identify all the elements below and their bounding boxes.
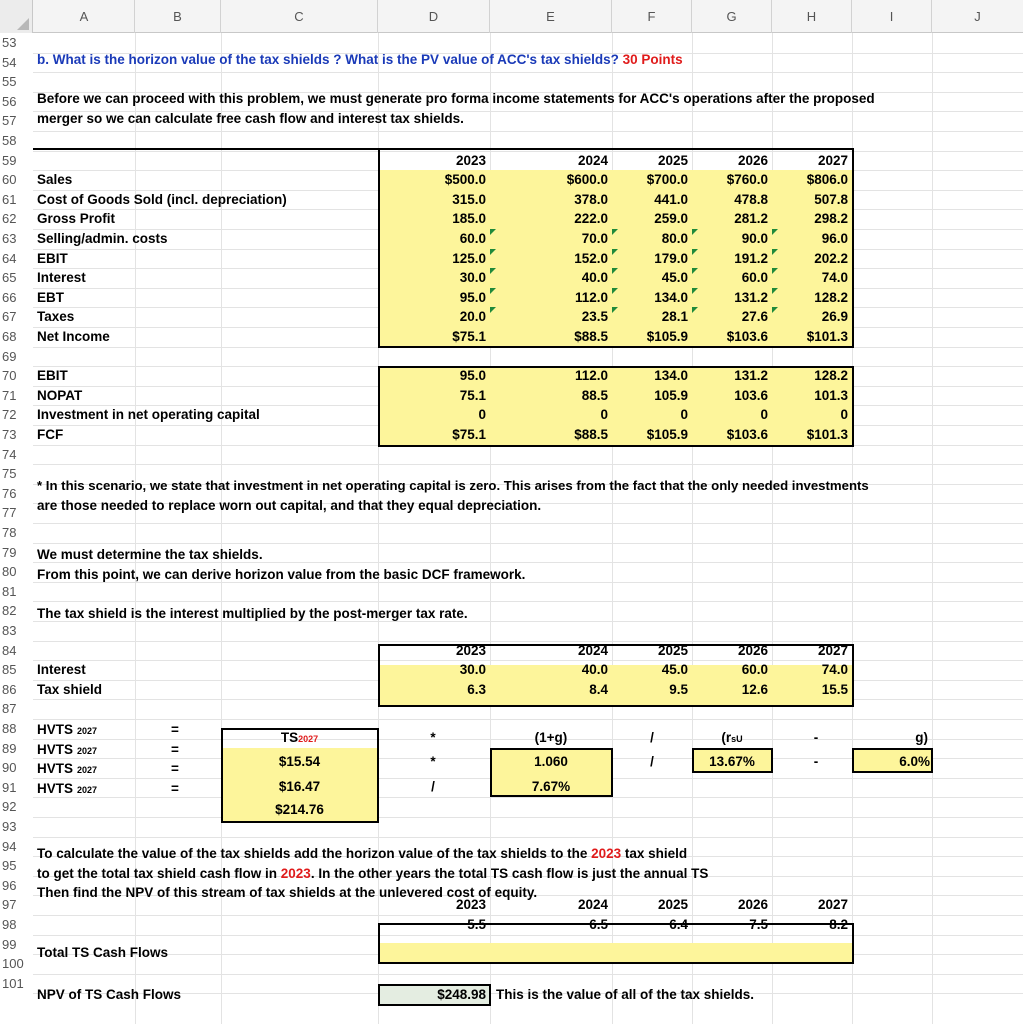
income-cell[interactable]: 128.2 xyxy=(772,288,852,308)
row-header[interactable]: 64 xyxy=(2,250,17,266)
income-cell[interactable]: 298.2 xyxy=(814,211,848,227)
question-text xyxy=(37,50,683,69)
income-cell[interactable]: 20.0 xyxy=(459,309,486,325)
op-r1-c: - xyxy=(813,730,819,745)
npv-label: NPV of TS Cash Flows xyxy=(37,987,182,1002)
row-header[interactable]: 79 xyxy=(2,544,17,560)
ts-cell[interactable]: 6.3 xyxy=(467,681,486,697)
hvts-label xyxy=(37,740,97,761)
note-line-1: * In this scenario, we state that investment in net operating capital is zero. This arises from the fact that the only needed investments xyxy=(37,478,869,493)
income-cell[interactable]: 152.0 xyxy=(490,249,612,269)
op-r1-b: / xyxy=(650,730,654,745)
income-cell[interactable]: 191.2 xyxy=(692,249,772,269)
ts-cell[interactable]: 60.0 xyxy=(741,662,768,678)
ts-year-2026: 2026 xyxy=(737,642,768,658)
grid-hline xyxy=(33,523,1023,524)
income-cell[interactable]: $500.0 xyxy=(444,172,486,188)
income-label-row: Interest xyxy=(37,270,86,286)
total-intro-1a: To calculate the value of the tax shields add the horizon value of the tax shields to the xyxy=(37,846,592,861)
rsu-label: (r xyxy=(721,730,732,745)
row-header[interactable]: 72 xyxy=(2,407,17,423)
income-cell[interactable]: 134.0 xyxy=(612,288,692,308)
hvts-label-text: HVTS xyxy=(37,761,74,777)
growth-value[interactable]: 1.060 xyxy=(534,754,568,769)
ts-cell[interactable]: 45.0 xyxy=(661,662,688,678)
row-header[interactable]: 85 xyxy=(2,662,17,678)
hvts-row3-right[interactable]: 7.67% xyxy=(531,779,571,794)
column-header-h[interactable]: H xyxy=(772,0,852,33)
income-cell[interactable]: 95.0 xyxy=(459,289,486,305)
income-cell[interactable]: 259.0 xyxy=(654,211,688,227)
ts-cell[interactable]: 9.5 xyxy=(669,681,688,697)
income-cell[interactable]: 179.0 xyxy=(612,249,692,269)
row-header[interactable]: 90 xyxy=(2,760,17,776)
income-cell[interactable]: $760.0 xyxy=(726,172,768,188)
row-header[interactable]: 69 xyxy=(2,348,17,364)
column-header-g[interactable]: G xyxy=(692,0,772,33)
income-year-2026: 2026 xyxy=(737,152,768,168)
npv-value[interactable]: $248.98 xyxy=(437,987,486,1002)
income-label-row: Taxes xyxy=(37,309,75,325)
ts-year-2025: 2025 xyxy=(657,642,688,658)
op-r2-c: - xyxy=(813,754,819,769)
ts-intro-1: We must determine the tax shields. xyxy=(37,547,263,562)
g-header: g) xyxy=(915,730,928,745)
op-r3: / xyxy=(431,779,435,794)
income-cell[interactable]: 60.0 xyxy=(459,231,486,246)
hvts-label xyxy=(37,720,97,741)
column-header-d[interactable]: D xyxy=(378,0,490,33)
fcf-label-row: NOPAT xyxy=(37,387,83,403)
row-header[interactable]: 65 xyxy=(2,270,17,286)
fcf-cell[interactable]: $105.9 xyxy=(646,427,688,442)
total-ts-cell[interactable]: 6.4 xyxy=(669,917,688,932)
income-cell[interactable]: 131.2 xyxy=(692,288,772,308)
row-header[interactable]: 82 xyxy=(2,603,17,619)
income-cell[interactable]: $101.3 xyxy=(806,329,848,344)
total-intro-1 xyxy=(37,844,687,863)
column-header-b[interactable]: B xyxy=(135,0,221,33)
row-header[interactable]: 100 xyxy=(2,956,24,972)
ts-year-2023: 2023 xyxy=(455,642,486,658)
fcf-label-row: EBIT xyxy=(37,368,68,384)
select-all-corner[interactable] xyxy=(0,0,33,33)
intro-line-2: merger so we can calculate free cash flow and interest tax shields. xyxy=(37,111,464,126)
income-cell[interactable]: 74.0 xyxy=(772,268,852,288)
ts-label-row: Interest xyxy=(37,662,86,678)
ts-cell[interactable]: 8.4 xyxy=(589,681,608,697)
fcf-label-row: Investment in net operating capital xyxy=(37,407,260,423)
row-header[interactable]: 101 xyxy=(2,975,24,991)
fcf-cell[interactable]: 0 xyxy=(760,407,768,423)
income-label-row: Sales xyxy=(37,172,73,188)
row-header[interactable]: 89 xyxy=(2,740,17,756)
income-cell[interactable]: 27.6 xyxy=(692,307,772,327)
row-header[interactable]: 86 xyxy=(2,681,17,697)
row-header[interactable]: 78 xyxy=(2,525,17,540)
equals-sign: = xyxy=(171,741,179,757)
income-label-row: Selling/admin. costs xyxy=(37,231,168,246)
equals-sign: = xyxy=(171,722,179,737)
row-header[interactable]: 96 xyxy=(2,877,17,893)
total-intro-3: Then find the NPV of this stream of tax shields at the unlevered cost of equity. xyxy=(37,885,538,900)
row-header[interactable]: 80 xyxy=(2,564,17,580)
income-label-row: Gross Profit xyxy=(37,211,116,227)
fcf-cell[interactable]: 128.2 xyxy=(814,368,848,384)
question-prefix: b. xyxy=(37,52,49,67)
row-header[interactable]: 81 xyxy=(2,583,17,599)
ts-intro-2: From this point, we can derive horizon value from the basic DCF framework. xyxy=(37,567,526,582)
income-cell[interactable]: $806.0 xyxy=(806,172,848,188)
income-cell[interactable]: $700.0 xyxy=(646,172,688,188)
fcf-label-row: FCF xyxy=(37,427,64,442)
row-header[interactable]: 75 xyxy=(2,466,17,482)
total-intro-2 xyxy=(37,864,708,883)
ts-cell[interactable]: 12.6 xyxy=(741,681,768,697)
ts-cell[interactable]: 74.0 xyxy=(821,662,848,678)
fcf-cell[interactable]: 88.5 xyxy=(581,387,608,403)
total-intro-1b: tax shield xyxy=(621,846,688,861)
income-cell[interactable]: 185.0 xyxy=(452,211,486,227)
g-value[interactable]: 6.0% xyxy=(899,754,930,769)
total-year-2026: 2026 xyxy=(737,897,768,913)
hvts-ts-header xyxy=(221,728,378,749)
row-header[interactable]: 53 xyxy=(2,35,17,50)
grid-hline xyxy=(33,464,1023,465)
row-header[interactable]: 95 xyxy=(2,858,17,874)
op-r1-a: * xyxy=(430,730,436,745)
ts-label: TS xyxy=(280,730,299,745)
row-header[interactable]: 54 xyxy=(2,54,17,70)
column-header-f[interactable]: F xyxy=(612,0,692,33)
income-cell[interactable]: 70.0 xyxy=(490,229,612,249)
row-header[interactable]: 59 xyxy=(2,152,17,168)
question-points: 30 Points xyxy=(622,52,683,67)
fcf-cell[interactable]: 134.0 xyxy=(654,368,688,384)
income-cell[interactable]: 23.5 xyxy=(490,307,612,327)
fcf-cell[interactable]: 0 xyxy=(680,407,688,423)
income-cell[interactable]: 90.0 xyxy=(692,229,772,249)
row-header[interactable]: 88 xyxy=(2,721,17,736)
fcf-cell[interactable]: 131.2 xyxy=(734,368,768,384)
row-header[interactable]: 77 xyxy=(2,505,17,521)
row-header[interactable]: 87 xyxy=(2,701,17,717)
grid-hline xyxy=(33,131,1023,132)
income-cell[interactable]: 315.0 xyxy=(452,191,486,207)
ts-cell[interactable]: 15.5 xyxy=(821,681,848,697)
equals-sign: = xyxy=(171,780,179,796)
hvts-label-sub: 2027 xyxy=(77,726,98,736)
ts-cell[interactable]: 40.0 xyxy=(581,662,608,678)
fcf-cell[interactable]: 101.3 xyxy=(814,387,848,403)
hvts-label-text: HVTS xyxy=(37,741,74,757)
income-cell[interactable]: 60.0 xyxy=(692,268,772,288)
column-header-e[interactable]: E xyxy=(490,0,612,33)
total-intro-1y: 2023 xyxy=(591,846,622,861)
total-year-2027: 2027 xyxy=(817,897,848,913)
income-year-2024: 2024 xyxy=(577,152,608,168)
total-ts-cell[interactable]: 7.5 xyxy=(749,917,768,932)
total-ts-cell[interactable]: 6.5 xyxy=(589,917,608,932)
equals-sign: = xyxy=(171,761,179,777)
income-year-2025: 2025 xyxy=(657,152,688,168)
income-cell[interactable]: $103.6 xyxy=(726,329,768,344)
total-intro-2y: 2023 xyxy=(280,866,311,881)
row-header[interactable]: 67 xyxy=(2,309,17,325)
income-cell[interactable]: 30.0 xyxy=(459,270,486,286)
hvts-ts-value[interactable]: $15.54 xyxy=(278,754,321,769)
hvts-label xyxy=(37,779,97,800)
fcf-cell[interactable]: 103.6 xyxy=(734,387,768,403)
income-cell[interactable]: $75.1 xyxy=(452,329,486,344)
row-header[interactable]: 57 xyxy=(2,113,17,129)
income-cell[interactable]: 80.0 xyxy=(612,229,692,249)
total-year-2025: 2025 xyxy=(657,897,688,913)
fcf-cell[interactable]: $101.3 xyxy=(806,427,848,442)
row-header[interactable]: 91 xyxy=(2,779,17,795)
intro-line-1: Before we can proceed with this problem, we must generate pro forma income statements for ACC's operations after the proposed xyxy=(37,91,875,106)
question-body: What is the horizon value of the tax shields ? What is the PV value of ACC's tax shields? xyxy=(52,52,619,67)
row-header[interactable]: 84 xyxy=(2,642,17,658)
income-cell[interactable]: 96.0 xyxy=(772,229,852,249)
income-cell[interactable]: 125.0 xyxy=(452,250,486,266)
ts-intro-3: The tax shield is the interest multiplied by the post-merger tax rate. xyxy=(37,606,468,621)
grid-hline xyxy=(33,837,1023,838)
row-header[interactable]: 56 xyxy=(2,93,17,109)
npv-note: This is the value of all of the tax shields. xyxy=(496,987,755,1002)
row-header[interactable]: 92 xyxy=(2,799,17,815)
fcf-cell[interactable]: $88.5 xyxy=(574,427,608,442)
rsu-sub: sU xyxy=(731,734,743,744)
income-cell[interactable]: 222.0 xyxy=(574,211,608,227)
income-cell[interactable]: 281.2 xyxy=(734,211,768,227)
growth-header: (1+g) xyxy=(534,730,568,745)
hvts-result[interactable]: $214.76 xyxy=(275,802,324,817)
total-ts-cell[interactable]: 8.2 xyxy=(829,917,848,932)
grid-hline xyxy=(33,72,1023,73)
hvts-row3-left[interactable]: $16.47 xyxy=(278,779,321,794)
income-label-row: Net Income xyxy=(37,329,110,344)
grid-hline xyxy=(33,601,1023,602)
op-r2-a: * xyxy=(430,754,436,769)
income-label-row: Cost of Goods Sold (incl. depreciation) xyxy=(37,191,287,207)
ts-cell[interactable]: 30.0 xyxy=(459,662,486,678)
op-r2-b: / xyxy=(650,754,654,769)
fcf-cell[interactable]: $103.6 xyxy=(726,427,768,442)
income-cell[interactable]: 40.0 xyxy=(490,268,612,288)
fcf-cell[interactable]: 0 xyxy=(600,407,608,423)
fcf-cell[interactable]: 75.1 xyxy=(459,387,486,403)
hvts-label-text: HVTS xyxy=(37,780,74,796)
row-header[interactable]: 60 xyxy=(2,172,17,188)
total-ts-cell[interactable]: 5.5 xyxy=(467,917,486,932)
grid-hline xyxy=(33,543,1023,544)
income-cell[interactable]: 28.1 xyxy=(612,307,692,327)
note-line-2: are those needed to replace worn out capital, and that they equal depreciation. xyxy=(37,498,542,513)
income-cell[interactable]: $600.0 xyxy=(566,172,608,188)
hvts-label-sub: 2027 xyxy=(77,745,98,756)
income-year-2023: 2023 xyxy=(455,152,486,168)
row-header[interactable]: 71 xyxy=(2,387,17,403)
fcf-cell[interactable]: 0 xyxy=(478,407,486,423)
income-cell[interactable]: $105.9 xyxy=(646,329,688,344)
row-header[interactable]: 61 xyxy=(2,191,17,207)
column-header-a[interactable]: A xyxy=(34,0,135,33)
hvts-label-sub: 2027 xyxy=(77,784,98,795)
column-header-i[interactable]: I xyxy=(852,0,932,33)
fcf-cell[interactable]: $75.1 xyxy=(452,427,486,442)
row-header[interactable]: 55 xyxy=(2,74,17,90)
row-header[interactable]: 76 xyxy=(2,485,17,501)
income-cell[interactable]: 378.0 xyxy=(574,191,608,207)
income-cell[interactable]: 45.0 xyxy=(612,268,692,288)
ts-label-row: Tax shield xyxy=(37,681,103,697)
row-header[interactable]: 94 xyxy=(2,838,17,854)
income-cell[interactable]: 112.0 xyxy=(490,288,612,308)
row-header[interactable]: 68 xyxy=(2,329,17,344)
row-header[interactable]: 98 xyxy=(2,917,17,932)
row-header[interactable]: 83 xyxy=(2,623,17,638)
ts-year-2027: 2027 xyxy=(817,642,848,658)
fcf-cell[interactable]: 0 xyxy=(840,407,848,423)
row-header[interactable]: 58 xyxy=(2,133,17,148)
income-label-row: EBIT xyxy=(37,250,68,266)
column-header-bar xyxy=(0,0,1023,33)
row-header[interactable]: 66 xyxy=(2,289,17,305)
row-header[interactable]: 70 xyxy=(2,368,17,384)
ts-sub: 2027 xyxy=(298,734,319,744)
hvts-label xyxy=(37,759,97,780)
total-year-2024: 2024 xyxy=(577,897,608,913)
row-header[interactable]: 73 xyxy=(2,427,17,442)
ts-year-2024: 2024 xyxy=(577,642,608,658)
fcf-cell[interactable]: 112.0 xyxy=(574,368,608,384)
row-header[interactable]: 62 xyxy=(2,211,17,227)
total-intro-2b: . In the other years the total TS cash flow is just the annual TS xyxy=(310,866,709,881)
hvts-label-sub: 2027 xyxy=(77,765,98,776)
row-header[interactable]: 63 xyxy=(2,231,17,246)
income-cell[interactable]: 26.9 xyxy=(772,307,852,327)
row-header[interactable]: 74 xyxy=(2,446,17,462)
total-year-2023: 2023 xyxy=(455,897,486,913)
hvts-label-text: HVTS xyxy=(37,722,74,737)
column-header-j[interactable]: J xyxy=(974,9,981,24)
income-cell[interactable]: $88.5 xyxy=(574,329,608,344)
total-intro-2a: to get the total tax shield cash flow in xyxy=(37,866,281,881)
fcf-cell[interactable]: 95.0 xyxy=(459,368,486,384)
row-header[interactable]: 97 xyxy=(2,897,17,913)
income-cell[interactable]: 478.8 xyxy=(734,191,768,207)
income-year-2027: 2027 xyxy=(817,152,848,168)
income-label-row: EBT xyxy=(37,289,64,305)
income-cell[interactable]: 441.0 xyxy=(654,191,688,207)
row-header[interactable]: 99 xyxy=(2,936,17,952)
grid-hline xyxy=(33,974,1023,975)
income-cell[interactable]: 202.2 xyxy=(772,249,852,269)
column-header-c[interactable]: C xyxy=(221,0,378,33)
income-cell[interactable]: 507.8 xyxy=(814,191,848,207)
row-header[interactable]: 93 xyxy=(2,819,17,834)
rsu-header xyxy=(692,728,772,749)
total-ts-label: Total TS Cash Flows xyxy=(37,945,169,960)
grid-hline xyxy=(33,817,1023,818)
fcf-cell[interactable]: 105.9 xyxy=(654,387,688,403)
rsu-value[interactable]: 13.67% xyxy=(709,754,755,769)
